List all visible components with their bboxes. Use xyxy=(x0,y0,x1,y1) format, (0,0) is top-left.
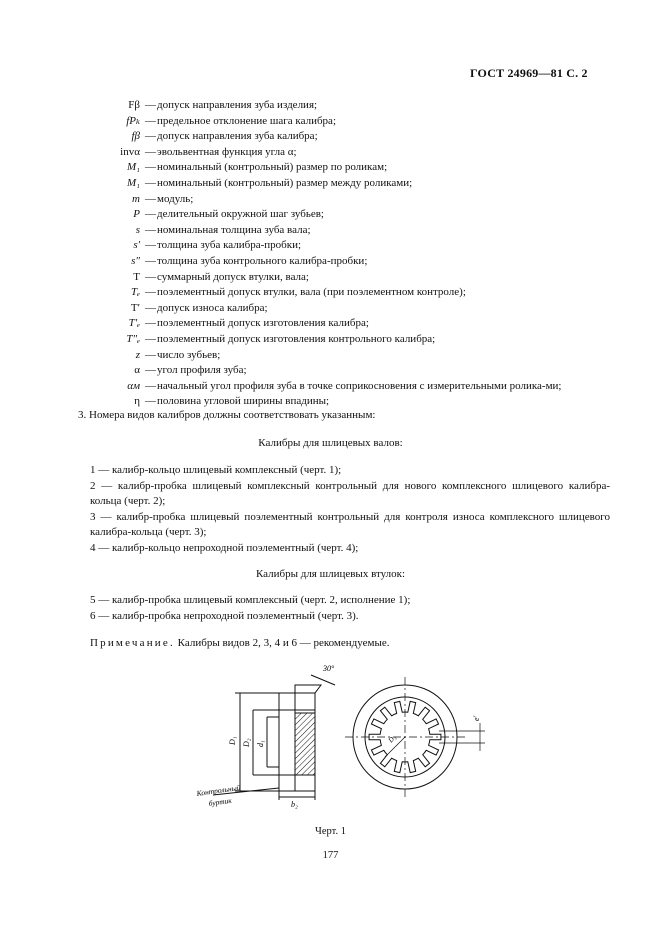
definition-dash: — xyxy=(145,332,156,345)
definition-symbol: T xyxy=(133,270,140,283)
r-label: D₃ xyxy=(386,733,398,745)
definition-row xyxy=(78,270,608,286)
definition-text: номинальный (контрольный) размер по роликам; xyxy=(157,161,388,174)
shaft-gauges-list xyxy=(90,463,610,557)
definition-symbol: α xyxy=(134,364,140,377)
definition-symbol: M₁ xyxy=(127,161,140,174)
e-label: e′ xyxy=(472,715,481,721)
definition-row xyxy=(78,285,608,301)
definition-text: толщина зуба контрольного калибра-пробки; xyxy=(157,254,368,267)
definition-text: модуль; xyxy=(157,192,194,205)
definition-text: толщина зуба калибра-пробки; xyxy=(157,239,302,252)
definition-row xyxy=(78,114,608,130)
definition-text: поэлементный допуск втулки, вала (при поэлементном контроле); xyxy=(157,286,466,299)
definition-dash: — xyxy=(145,239,156,252)
definition-dash: — xyxy=(145,114,156,127)
collar-label-2: буртик xyxy=(208,795,233,808)
d2-label: D₂ xyxy=(242,738,251,747)
definition-dash: — xyxy=(145,192,156,205)
section-title-bushings: Калибры для шлицевых втулок: xyxy=(255,568,406,580)
definition-dash: — xyxy=(145,301,156,314)
angle-label: 30° xyxy=(323,664,335,673)
definition-text: допуск направления зуба изделия; xyxy=(157,99,318,111)
definition-symbol: fβ xyxy=(131,130,140,143)
definition-dash: — xyxy=(145,208,156,221)
definition-text: число зубьев; xyxy=(157,348,221,361)
gauge-list-item: 6 — калибр-пробка непроходной поэлементный (черт. 3). xyxy=(90,609,359,622)
definition-dash: — xyxy=(145,223,156,236)
definition-row xyxy=(78,207,608,223)
definition-row xyxy=(78,254,608,270)
document-header: ГОСТ 24969—81 С. 2 xyxy=(470,66,588,80)
definition-symbol: s xyxy=(135,223,140,236)
definition-symbol: fPₖ xyxy=(126,114,140,127)
definition-text: номинальная толщина зуба вала; xyxy=(157,223,311,236)
definition-row xyxy=(78,145,608,161)
definition-dash: — xyxy=(145,317,156,330)
gauge-list-item: 1 — калибр-кольцо шлицевый комплексный (черт. 1); xyxy=(90,464,342,476)
definition-dash: — xyxy=(145,99,156,111)
definition-dash: — xyxy=(145,161,156,174)
definition-symbol: s′ xyxy=(133,239,140,252)
definition-text: поэлементный допуск изготовления калибра; xyxy=(157,317,369,330)
definition-text: эвольвентная функция угла α; xyxy=(157,145,297,158)
definition-row xyxy=(78,238,608,254)
definition-row xyxy=(78,176,608,192)
definition-text: допуск износа калибра; xyxy=(157,301,268,314)
definition-symbol: T″ₑ xyxy=(126,332,140,345)
definition-text: половина угловой ширины впадины; xyxy=(157,395,330,408)
drawing-1 xyxy=(195,655,495,825)
definition-symbol: z xyxy=(135,348,140,361)
definition-symbol: Fβ xyxy=(128,99,140,111)
definition-symbol: αм xyxy=(127,379,140,392)
definition-symbol: Tₑ xyxy=(130,286,140,299)
b2-label: b₂ xyxy=(291,800,298,809)
gauge-list-item: 4 — калибр-кольцо непроходной поэлементный (черт. 4); xyxy=(90,541,359,554)
definition-dash: — xyxy=(145,286,156,299)
note-text: Калибры видов 2, 3, 4 и 6 — рекомендуемые. xyxy=(177,637,390,649)
gauge-list-item: 3 — калибр-пробка шлицевый поэлементный контрольный для контроля износа комплексного шлицевого калибра-кольца (черт. 3); xyxy=(90,510,610,539)
definition-row xyxy=(78,379,608,395)
definition-symbol: M₁ xyxy=(127,176,140,189)
definition-dash: — xyxy=(145,254,156,267)
gauge-list-item: 2 — калибр-пробка шлицевый комплексный контрольный для нового комплексного шлицевого калибра-кольца (черт. 2); xyxy=(90,479,610,508)
definition-text: допуск направления зуба калибра; xyxy=(157,130,318,143)
dl-label: d₁ xyxy=(256,740,265,747)
definition-text: номинальный (контрольный) размер между роликами; xyxy=(157,176,413,189)
definition-dash: — xyxy=(145,348,156,361)
definition-dash: — xyxy=(145,379,156,392)
collar-label-1: Контрольный xyxy=(196,782,241,798)
definition-dash: — xyxy=(145,130,156,143)
definition-row xyxy=(78,316,608,332)
definition-symbol: η xyxy=(134,395,140,408)
d1-label: D₁ xyxy=(228,736,237,745)
definition-dash: — xyxy=(145,176,156,189)
paragraph-3: 3. Номера видов калибров должны соответствовать указанным: xyxy=(78,409,376,421)
definition-text: поэлементный допуск изготовления контрольного калибра; xyxy=(157,332,436,345)
section-title-shafts: Калибры для шлицевых валов: xyxy=(258,437,403,449)
gauge-list-item: 5 — калибр-пробка шлицевый комплексный (черт. 2, исполнение 1); xyxy=(90,594,411,606)
definition-text: делительный окружной шаг зубьев; xyxy=(157,208,324,221)
page-number: 177 xyxy=(322,850,339,861)
definition-text: суммарный допуск втулки, вала; xyxy=(157,270,309,283)
note xyxy=(90,637,389,649)
definition-dash: — xyxy=(145,145,156,158)
definition-dash: — xyxy=(145,270,156,283)
definition-row xyxy=(78,192,608,208)
bushing-gauges-list xyxy=(90,593,610,624)
definition-symbol: s″ xyxy=(131,254,140,267)
definition-row xyxy=(78,301,608,317)
definitions-list xyxy=(78,98,608,410)
definition-symbol: invα xyxy=(120,145,140,158)
definition-symbol: T′ xyxy=(130,301,140,314)
ring-gauge-front-view xyxy=(345,677,485,797)
definition-text: предельное отклонение шага калибра; xyxy=(157,114,336,127)
figure-caption: Черт. 1 xyxy=(315,826,346,837)
definition-row xyxy=(78,348,608,364)
definition-symbol: m xyxy=(132,192,140,205)
definition-symbol: P xyxy=(133,208,140,221)
definition-row xyxy=(78,223,608,239)
definition-dash: — xyxy=(145,395,156,408)
definition-row xyxy=(78,332,608,348)
definition-symbol: T′ₑ xyxy=(128,317,140,330)
definition-row xyxy=(78,160,608,176)
note-label: Примечание. xyxy=(90,637,175,649)
definition-row xyxy=(78,129,608,145)
definition-text: начальный угол профиля зуба в точке соприкосновения с измерительными ролика-ми; xyxy=(157,379,562,392)
definition-dash: — xyxy=(145,364,156,377)
definition-row xyxy=(78,98,608,114)
definition-text: угол профиля зуба; xyxy=(157,364,247,377)
definition-row xyxy=(78,363,608,379)
